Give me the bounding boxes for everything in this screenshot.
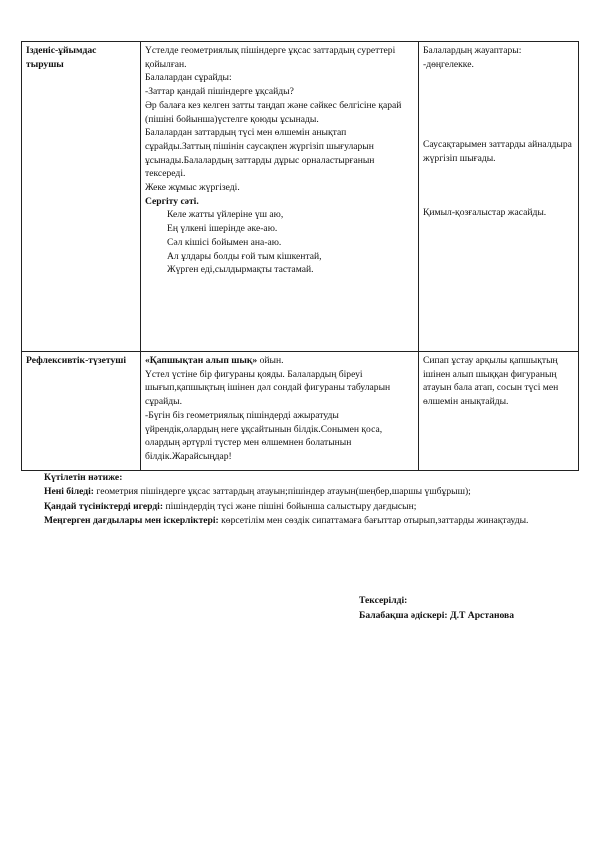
table-row: [22, 42, 579, 352]
children-line: Балалардың жауаптары:: [423, 45, 522, 56]
know-text: геометрия пішіндерге ұқсас заттардың атауын;пішіндер атауын(шеңбер,шаршы үшбұрыш);: [96, 486, 471, 498]
poem-line: Ең үлкені ішерінде әке-аю.: [167, 223, 278, 235]
poem-line: Сәл кішісі бойымен ана-аю.: [167, 236, 282, 248]
teacher-line: Балалардан сұрайды:: [145, 72, 232, 84]
skills-text: көрсетілім мен сөздік сипаттамаға бағыттар отырып,заттарды жинақтауды.: [221, 514, 529, 526]
teacher-line: Жеке жұмыс жүргізеді.: [145, 182, 240, 194]
lesson-table: [21, 41, 579, 471]
children-activity-cell: [419, 42, 579, 352]
know-label: Нені біледі:: [44, 486, 95, 498]
checked-label: Тексерілді:: [359, 595, 408, 606]
teacher-activity-cell: [141, 42, 419, 352]
stage-cell: [22, 352, 141, 471]
children-line: Сипап ұстау арқылы қапшықтың ішінен алып шыққан фигураның атауын бала атап, сосын түсі мен өлшемін анықтайды.: [423, 355, 559, 408]
game-suffix: ойын.: [259, 355, 284, 366]
teacher-line: Әр балаға кез келген затты таңдап және сәйкес белгісіне қарай (пішіні бойынша)үстелге қоюды ұсынады.: [145, 99, 402, 125]
table-row: [22, 352, 579, 471]
teacher-line: Балалардан заттардың түсі мен өлшемін анықтап сұрайды.Заттың пішінін саусақпен жүргізіп шығуларын ұсынады.Балалардың заттарды дұрыс орналастырғанын тексереді.: [145, 127, 375, 180]
poem-line: Ал ұлдары болды ғой тым кішкентай,: [167, 250, 322, 262]
teacher-activity-cell: [141, 352, 419, 471]
teacher-line: -Заттар қандай пішіндерге ұқсайды?: [145, 86, 294, 98]
children-line: Саусақтарымен заттарды айналдыра жүргізіп шығады.: [423, 139, 572, 165]
teacher-line: -Бүгін біз геометриялық пішіндерді ажыратуды үйрендік,олардың неге ұқсайтынын білдік.Сонымен қоса, олардың әртүрлі түстер мен өлшемнен болатынын білдік.Жарайсыңдар!: [145, 409, 383, 462]
methodist-label: Балабақша әдіскері: Д.Т Арстанова: [359, 610, 515, 621]
teacher-line: Үстел үстіне бір фигураны қояды. Балалардың біреуі шығып,қапшықтың ішінен дәл сондай фигураны табуларын сұрайды.: [145, 368, 391, 408]
expected-results-title: Күтілетін нәтиже:: [44, 472, 123, 483]
children-activity-cell: [419, 352, 579, 471]
ideas-label: Қандай түсініктерді игерді:: [44, 500, 164, 512]
poem-line: Жүрген еді,сылдырмақты тастамай.: [167, 264, 314, 276]
stage-label: Рефлексивтік-түзетуші: [26, 355, 127, 366]
ideas-text: пішіндердің түсі және пішіні бойынша салыстыру дағдысын;: [165, 500, 417, 512]
stage-label: Ізденіс-ұйымдас тырушы: [26, 45, 97, 70]
game-title: «Қапшықтан алып шық»: [145, 355, 258, 366]
children-line: -дөңгелекке.: [423, 58, 474, 70]
children-line: Қимыл-қозғалыстар жасайды.: [423, 206, 547, 218]
poem-line: Келе жатты үйлеріне үш аю,: [167, 209, 284, 221]
stage-cell: [22, 42, 141, 352]
signature-block: [359, 593, 579, 623]
physical-minute-title: Сергіту сәті.: [145, 195, 199, 207]
teacher-line: Үстелде геометриялық пішіндерге ұқсас заттардың суреттері қойылған.: [145, 45, 396, 70]
expected-results: [44, 471, 544, 528]
skills-label: Меңгерген дағдылары мен іскерліктері:: [44, 514, 219, 526]
